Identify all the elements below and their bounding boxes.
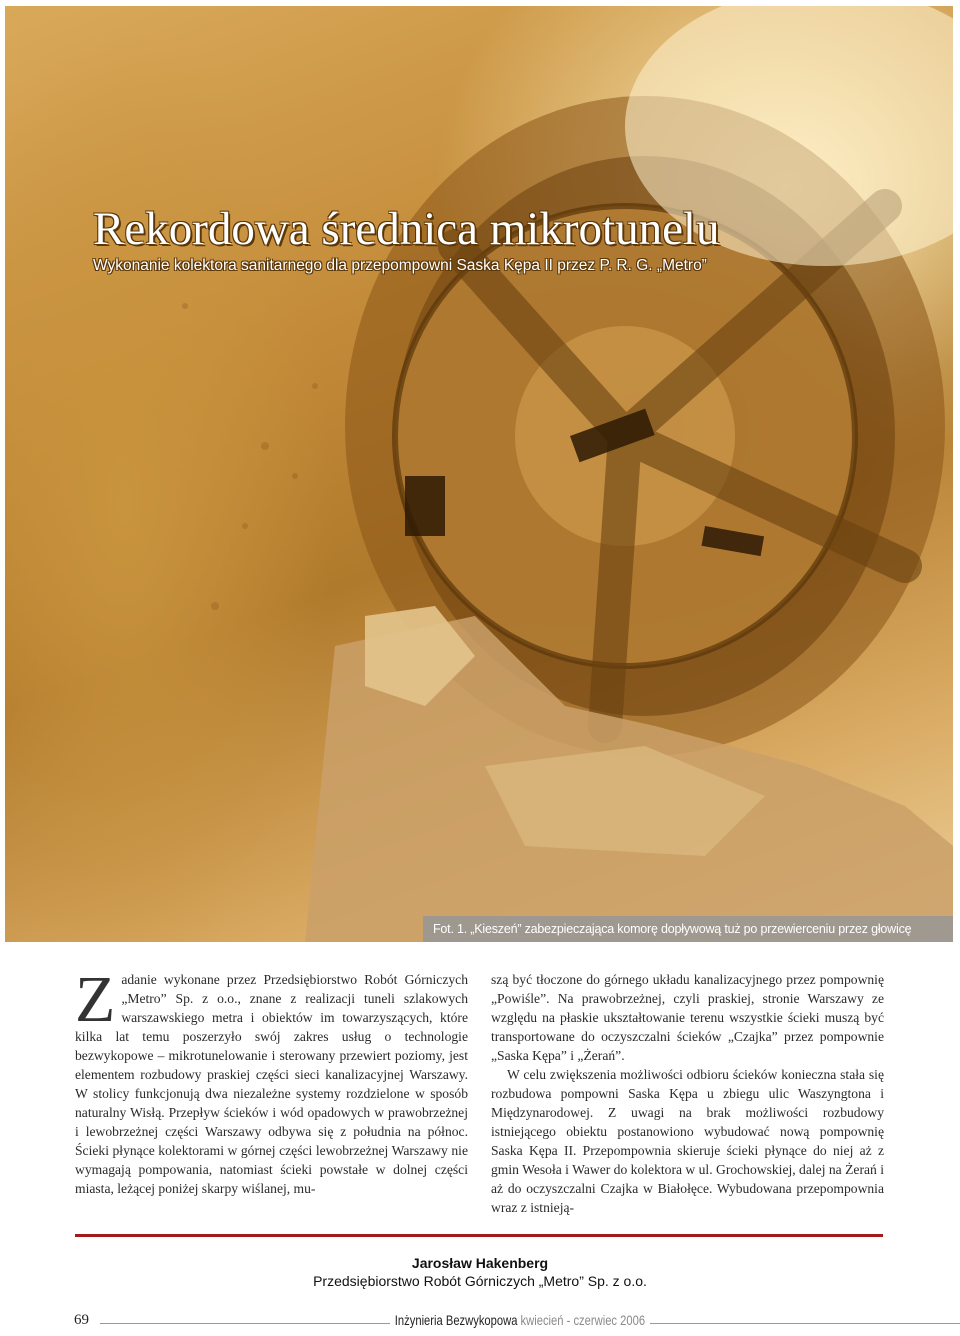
article-subtitle: Wykonanie kolektora sanitarnego dla przepompowni Saska Kępa II przez P. R. G. „Metro” <box>93 257 707 274</box>
text-column-left <box>75 963 468 1198</box>
article-header <box>93 202 720 276</box>
article-title: Rekordowa średnica mikrotunelu <box>93 203 720 255</box>
photo-caption: Fot. 1. „Kieszeń” zabezpieczająca komorę dopływową tuż po przewierceniu przez głowicę <box>423 916 953 942</box>
author-divider <box>75 1234 883 1237</box>
tunnel-boring-head-illustration <box>5 6 953 942</box>
text-column-right <box>491 970 884 1217</box>
page-number: 69 <box>74 1312 89 1328</box>
author-affiliation: Przedsiębiorstwo Robót Górniczych „Metro” Sp. z o.o. <box>313 1273 647 1289</box>
paragraph-text: adanie wykonane przez Przedsiębiorstwo Robót Górniczych „Metro” Sp. z o.o., znane z realizacji tuneli szlakowych warszawskiego metra i obiektów im towarzyszących, które kilka lat temu poszerzyło swój zakres usług o technologie bezwykopowe – mikrotunelowanie i sterowany przewiert poziomy, jest elementem rozbudowy praskiej części sieci kanalizacyjnej Warszawy. W stolicy funkcjonują dwa niezależne systemy rozdzielone w sposób naturalny Wisłą. Przepływ ścieków i wód opadowych w prawobrzeżnej i lewobrzeżnej części Warszawy odbywa się z południa na północ. Ścieki płynące kolektorami w górnej części lewobrzeżnej Warszawy nie wymagają pompowania, natomiast ścieki powstałe w dolnej części miasta, leżącej poniżej skarpy wiślanej, mu- <box>75 972 468 1196</box>
author-name: Jarosław Hakenberg <box>411 1255 549 1271</box>
magazine-footer <box>390 1312 650 1328</box>
drop-cap: Z <box>75 963 116 1036</box>
body-paragraph: szą być tłoczone do górnego układu kanalizacyjnego przez pompownię „Powiśle”. Na prawobrzeżnej, czyli praskiej, stronie Warszawy ze względu na płaskie ukształtowanie terenu wszystkie ścieki muszą być transportowane do oczyszczalni ścieków „Czajka” przez pompownie „Saska Kępa” i „Żerań”. <box>491 972 884 1063</box>
hero-photo <box>5 6 953 942</box>
body-paragraph: W celu zwiększenia możliwości odbioru ścieków konieczna stała się rozbudowa pompowni Saska Kępa u zbiegu ulic Waszyngtona i Międzynarodowej. Z uwagi na brak możliwości rozbudowy istniejącego obiektu postanowiono wybudować nową pompownię Saska Kępa II. Przepompownia skieruje ścieki płynące do niej aż z gmin Wesoła i Wawer do kolektora w ul. Grochowskiej, dalej na Żerań i aż do oczyszczalni Czajka w Białołęce. Wybudowana przepompownia wraz z istnieją- <box>491 1067 884 1215</box>
magazine-name: Inżynieria Bezwykopowa <box>394 1312 518 1328</box>
body-paragraph <box>75 963 468 1198</box>
magazine-issue: kwiecień - czerwiec 2006 <box>520 1312 646 1328</box>
